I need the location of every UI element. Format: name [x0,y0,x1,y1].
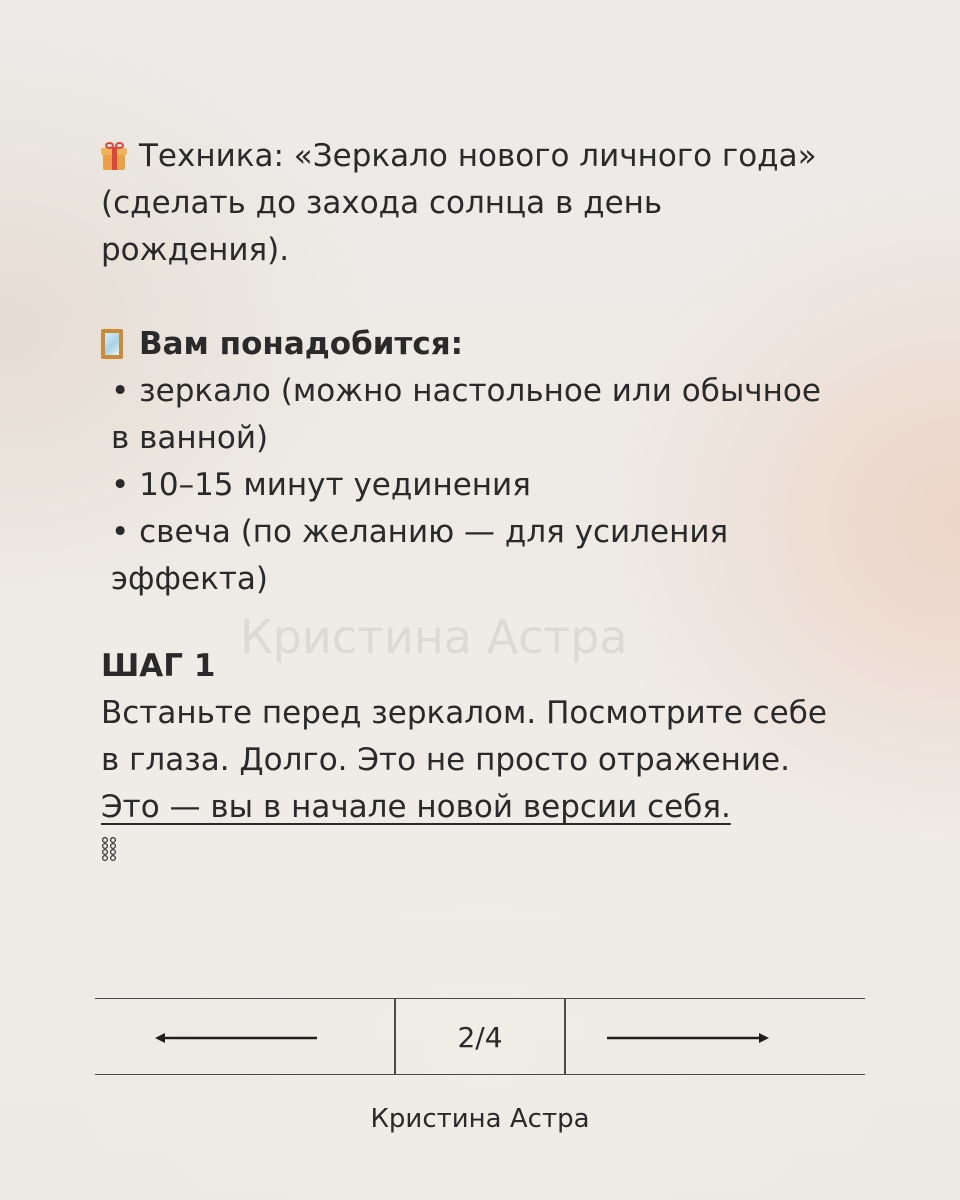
arrow-left-icon [155,1029,319,1047]
page-indicator: 2/4 [457,1021,503,1054]
technique-paragraph [101,133,841,274]
mirror-icon [101,329,123,359]
needs-heading [101,321,841,368]
gift-icon [101,142,127,170]
technique-text: Техника: «Зеркало нового личного года» (сделать до захода солнца в день рождения). [101,138,817,268]
step-title: ШАГ 1 [101,648,216,684]
arrow-right-icon [605,1029,769,1047]
step-text [101,690,841,831]
needs-item-mirror: • зеркало (можно настольное или обычное в ванной) [111,373,821,456]
needs-item-time: • 10–15 минут уединения [111,467,531,503]
watermark: Кристина Астра [240,610,628,664]
post-content [101,133,841,881]
step-underlined: Это — вы в начале новой версии себя. [101,789,731,825]
pagination-bar [95,998,865,1075]
step-body: Встаньте перед зеркалом. Посмотрите себе в глаза. Долго. Это не просто отражение. [101,695,827,778]
prev-page-button[interactable] [95,999,395,1074]
next-page-button[interactable] [565,999,865,1074]
author-name: Кристина Астра [370,1104,590,1134]
needs-item-candle: • свеча (по желанию — для усиления эффекта) [111,514,729,597]
beads-icon [101,831,841,881]
needs-heading-text: Вам понадобится: [139,326,464,362]
